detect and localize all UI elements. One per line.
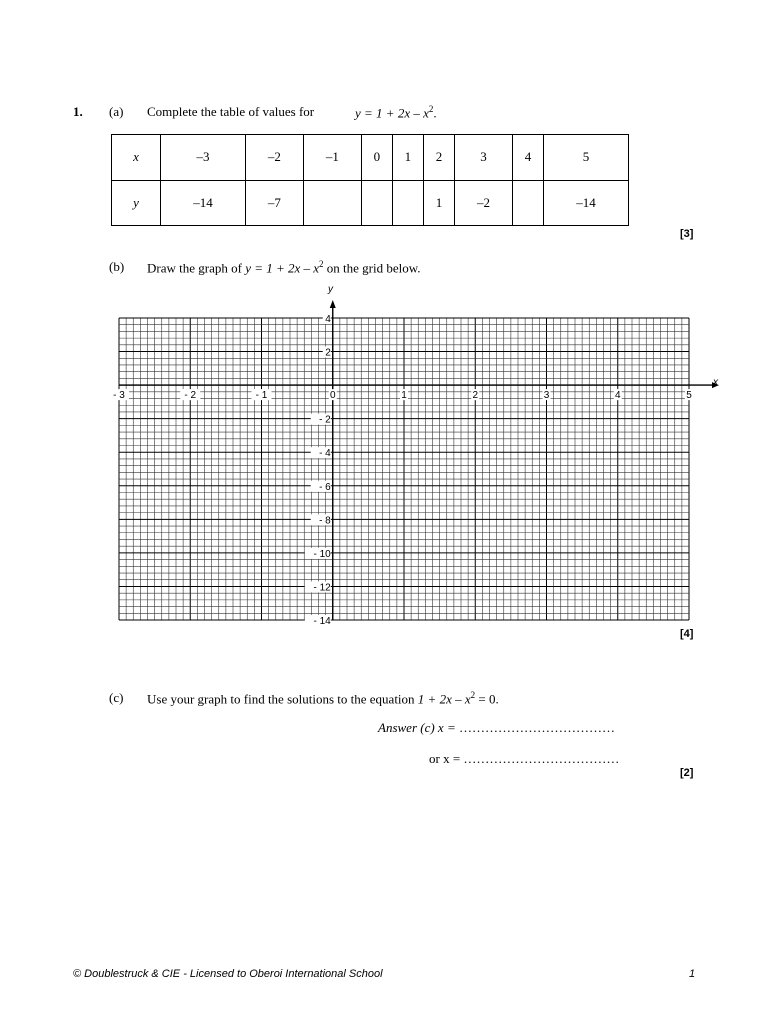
x-tick-label: - 2 — [184, 390, 197, 402]
part-b-instruction-start: Draw the graph of — [147, 260, 242, 276]
grid-lines — [119, 318, 689, 620]
part-c-marks: [2] — [680, 767, 694, 779]
part-c-instruction-text: Use your graph to find the solutions to the equation — [147, 691, 415, 707]
y-axis-arrow — [330, 300, 336, 308]
part-a-exponent: 2 — [428, 104, 434, 114]
part-a-label: (a) — [109, 104, 124, 119]
answer-line-2[interactable] — [429, 751, 619, 767]
x-tick-label: 3 — [543, 390, 550, 402]
x-tick-label: - 3 — [113, 390, 125, 402]
part-c-instruction — [147, 690, 499, 707]
table-cell-y: –14 — [161, 180, 246, 226]
table-cell-y: –2 — [454, 180, 512, 226]
table-cell-x: –2 — [245, 135, 303, 181]
answer-line-1[interactable] — [378, 720, 615, 736]
x-tick-label: 0 — [329, 390, 336, 402]
x-axis-label: x — [713, 377, 718, 388]
part-a-instruction: Complete the table of values for — [147, 104, 315, 119]
part-a-marks: [3] — [680, 228, 694, 240]
x-tick-label: 2 — [472, 390, 479, 402]
table-cell-x: 3 — [454, 135, 512, 181]
part-c-label: (c) — [109, 690, 124, 705]
part-a-equation-text: y = 1 + 2x – x — [355, 105, 429, 121]
y-tick-label: 2 — [325, 347, 331, 359]
or-dots[interactable]: ……………………………… — [463, 751, 620, 766]
table-cell-y: 1 — [423, 180, 454, 226]
footer-page-number: 1 — [689, 968, 696, 980]
table-cell-y: –7 — [245, 180, 303, 226]
footer-copyright: © Doublestruck & CIE - Licensed to Oberoi International School — [73, 968, 383, 980]
or-prefix: or x = — [429, 751, 461, 766]
y-tick-label: - 12 — [313, 582, 331, 594]
answer-dots[interactable]: ……………………………… — [458, 720, 615, 735]
question-number: 1. — [73, 104, 83, 119]
y-tick-label: - 6 — [319, 481, 331, 493]
table-cell-x: 5 — [543, 135, 628, 181]
part-a-equation-end: . — [433, 105, 437, 121]
part-b-exponent: 2 — [319, 259, 324, 269]
part-c-exponent: 2 — [470, 690, 476, 700]
part-b-instruction-end: on the grid below. — [326, 260, 421, 276]
x-tick-label: - 1 — [255, 390, 268, 402]
y-tick-label: - 10 — [313, 548, 331, 560]
y-tick-label: - 14 — [313, 616, 331, 627]
table-cell-x: 0 — [361, 135, 392, 181]
table-cell-x: –1 — [303, 135, 361, 181]
part-b-label: (b) — [109, 259, 125, 274]
x-tick-label: 4 — [614, 390, 621, 402]
table-x-header: x — [112, 135, 161, 181]
y-tick-label: - 2 — [319, 414, 331, 426]
y-tick-label: - 4 — [319, 448, 331, 460]
table-cell-x: 2 — [423, 135, 454, 181]
table-cell-x: 4 — [512, 135, 543, 181]
y-tick-label: 4 — [325, 314, 331, 325]
part-b-marks: [4] — [680, 628, 694, 640]
part-b-equation: y = 1 + 2x – x — [245, 260, 320, 276]
table-cell-y: –14 — [543, 180, 628, 226]
x-tick-label: 1 — [401, 390, 407, 402]
y-tick-label: - 8 — [319, 515, 331, 527]
x-tick-label: 5 — [686, 390, 692, 402]
table-cell-x: 1 — [392, 135, 423, 181]
part-c-equation-end: = 0. — [478, 691, 499, 707]
part-c-equation: 1 + 2x – x — [417, 691, 471, 707]
y-axis-label: y — [328, 284, 333, 295]
table-y-header: y — [112, 180, 161, 226]
answer-prefix: Answer (c) x = — [378, 720, 456, 735]
axes — [119, 300, 719, 620]
table-cell-x: –3 — [161, 135, 246, 181]
